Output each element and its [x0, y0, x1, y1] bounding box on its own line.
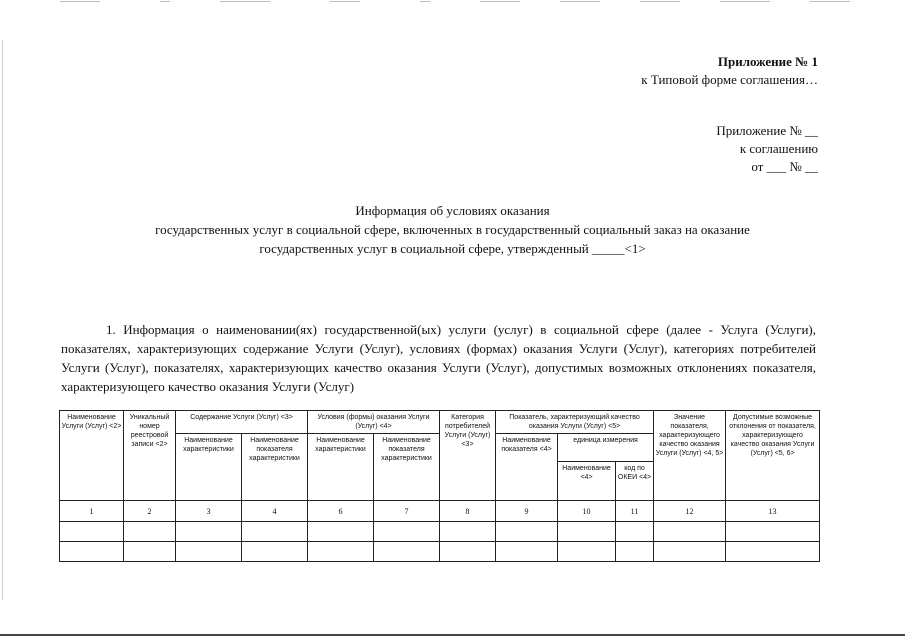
table-cell[interactable]: [60, 522, 124, 542]
column-number: 13: [726, 501, 820, 522]
title-line-2: государственных услуг в социальной сфере, включенных в государственный социальный заказ на оказание: [155, 222, 750, 237]
header-content-characteristic: Наименование характеристики: [176, 434, 242, 501]
scan-top-edge: [0, 0, 905, 6]
table-cell[interactable]: [654, 522, 726, 542]
table-cell[interactable]: [60, 542, 124, 562]
table-cell[interactable]: [654, 542, 726, 562]
table-cell[interactable]: [242, 542, 308, 562]
header-service-name: Наименование Услуги (Услуг) <2>: [60, 411, 124, 501]
header-conditions-characteristic: Наименование характеристики: [308, 434, 374, 501]
table-cell[interactable]: [726, 542, 820, 562]
document-title: [0, 201, 905, 258]
table-cell[interactable]: [440, 522, 496, 542]
header-unique-number: Уникальный номер реестровой записи <2>: [124, 411, 176, 501]
column-number-row: [60, 501, 820, 522]
column-number: 4: [242, 501, 308, 522]
title-line-3: государственных услуг в социальной сфере, утвержденный _____<1>: [259, 241, 646, 256]
column-number: 1: [60, 501, 124, 522]
table-cell[interactable]: [176, 522, 242, 542]
header-okei-code: код по ОКЕИ <4>: [616, 462, 654, 501]
scan-left-edge: [2, 40, 3, 600]
column-number: 7: [374, 501, 440, 522]
table-cell[interactable]: [124, 522, 176, 542]
table-cell[interactable]: [176, 542, 242, 562]
scan-bottom-edge: [0, 634, 905, 636]
header-indicator-name: Наименование показателя <4>: [496, 434, 558, 501]
appendix-number: Приложение № 1: [717, 54, 818, 69]
table-cell[interactable]: [374, 522, 440, 542]
header-quality-value: Значение показателя, характеризующего качество оказания Услуги (Услуг) <4, 5>: [654, 411, 726, 501]
column-number: 6: [308, 501, 374, 522]
table-cell[interactable]: [558, 542, 616, 562]
table-cell[interactable]: [242, 522, 308, 542]
header-content: Содержание Услуги (Услуг) <3>: [176, 411, 308, 434]
column-number: 3: [176, 501, 242, 522]
table-cell[interactable]: [726, 522, 820, 542]
agreement-appendix-number: Приложение № __: [716, 123, 818, 138]
table-row: [60, 542, 820, 562]
table-cell[interactable]: [616, 522, 654, 542]
service-conditions-table: [59, 410, 820, 562]
column-number: 8: [440, 501, 496, 522]
header-unit-name: Наименование <4>: [558, 462, 616, 501]
table-cell[interactable]: [558, 522, 616, 542]
appendix-reference: к Типовой форме соглашения…: [641, 72, 818, 87]
column-number: 9: [496, 501, 558, 522]
column-number: 12: [654, 501, 726, 522]
agreement-date-line: от ___ № __: [751, 159, 818, 174]
header-consumer-category: Категория потребителей Услуги (Услуг) <3>: [440, 411, 496, 501]
agreement-appendix-header: [716, 122, 818, 176]
header-quality-indicator: Показатель, характеризующий качество оказания Услуги (Услуг) <5>: [496, 411, 654, 434]
header-deviations: Допустимые возможные отклонения от показателя, характеризующего качество оказания Услуги (Услуг) <5, 6>: [726, 411, 820, 501]
table-cell[interactable]: [308, 522, 374, 542]
header-conditions: Условия (формы) оказания Услуги (Услуг) <4>: [308, 411, 440, 434]
table-cell[interactable]: [616, 542, 654, 562]
table-cell[interactable]: [440, 542, 496, 562]
table-row: [60, 522, 820, 542]
table-cell[interactable]: [496, 542, 558, 562]
table-cell[interactable]: [496, 522, 558, 542]
header-unit-of-measure: единица измерения: [558, 434, 654, 462]
section-1-text: 1. Информация о наименовании(ях) государственной(ых) услуги (услуг) в социальной сфере (далее - Услуга (Услуги), показателях, характеризующих содержание Услуги (Услуг), условиях (формах) оказания Услуги (Услуг), категориях потребителей Услуги (Услуг), показателях, характеризующих качество оказания Услуги (Услуг), допустимых возможных отклонениях показателя, характеризующего качество оказания Услуги (Услуг): [61, 322, 816, 394]
agreement-reference: к соглашению: [739, 141, 818, 156]
table-cell[interactable]: [374, 542, 440, 562]
table-cell[interactable]: [124, 542, 176, 562]
title-line-1: Информация об условиях оказания: [355, 203, 550, 218]
header-conditions-indicator: Наименование показателя характеристики: [374, 434, 440, 501]
appendix-header: [641, 53, 818, 89]
table-cell[interactable]: [308, 542, 374, 562]
column-number: 10: [558, 501, 616, 522]
column-number: 2: [124, 501, 176, 522]
header-content-indicator: Наименование показателя характеристики: [242, 434, 308, 501]
column-number: 11: [616, 501, 654, 522]
